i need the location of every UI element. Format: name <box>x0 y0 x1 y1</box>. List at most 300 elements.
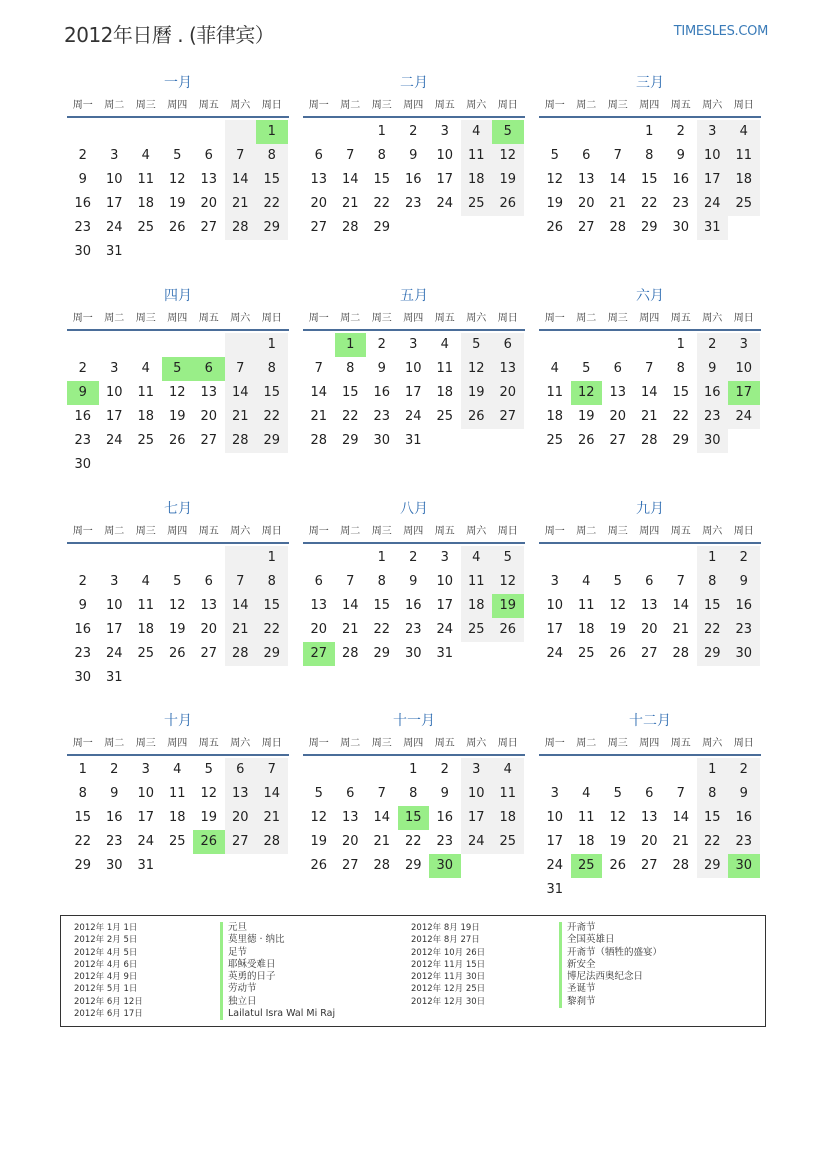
day-cell[interactable]: 2 <box>697 333 729 357</box>
day-cell[interactable]: 13 <box>310 172 328 187</box>
day-cell[interactable]: 30 <box>404 646 422 661</box>
day-cell[interactable]: 17 <box>461 806 493 830</box>
day-cell[interactable]: 24 <box>404 409 422 424</box>
day-cell[interactable]: 27 <box>200 220 218 235</box>
day-cell[interactable]: 6 <box>645 574 654 589</box>
day-cell[interactable]: 1 <box>377 550 386 565</box>
day-cell[interactable]: 14 <box>609 172 627 187</box>
day-cell[interactable]: 11 <box>461 570 493 594</box>
day-cell[interactable]: 2 <box>676 124 685 139</box>
day-cell[interactable]: 18 <box>728 168 760 192</box>
day-cell[interactable]: 8 <box>377 574 386 589</box>
day-cell[interactable]: 30 <box>74 670 92 685</box>
day-cell[interactable]: 25 <box>137 646 155 661</box>
day-cell[interactable]: 23 <box>105 834 123 849</box>
day-cell[interactable]: 2 <box>728 758 760 782</box>
day-cell[interactable]: 17 <box>105 196 123 211</box>
day-cell[interactable]: 29 <box>256 429 288 453</box>
day-cell[interactable]: 11 <box>577 598 595 613</box>
day-cell[interactable]: 12 <box>168 598 186 613</box>
day-cell[interactable]: 22 <box>341 409 359 424</box>
day-cell[interactable]: 27 <box>341 858 359 873</box>
day-cell[interactable]: 28 <box>341 646 359 661</box>
day-cell[interactable]: 16 <box>728 806 760 830</box>
day-cell[interactable]: 21 <box>225 405 257 429</box>
day-cell[interactable]: 1 <box>645 124 654 139</box>
day-cell[interactable]: 12 <box>168 385 186 400</box>
day-cell[interactable]: 23 <box>672 196 690 211</box>
day-cell[interactable]: 11 <box>492 782 524 806</box>
day-cell[interactable]: 10 <box>404 361 422 376</box>
day-cell[interactable]: 27 <box>200 646 218 661</box>
day-cell[interactable]: 19 <box>609 622 627 637</box>
day-cell[interactable]: 23 <box>728 618 760 642</box>
day-cell[interactable]: 31 <box>697 216 729 240</box>
day-cell[interactable]: 23 <box>436 834 454 849</box>
day-cell[interactable]: 16 <box>697 381 729 405</box>
day-cell[interactable]: 31 <box>404 433 422 448</box>
day-cell[interactable]: 12 <box>546 172 564 187</box>
holiday-day-cell[interactable]: 17 <box>728 381 760 405</box>
day-cell[interactable]: 30 <box>74 244 92 259</box>
day-cell[interactable]: 27 <box>609 433 627 448</box>
day-cell[interactable]: 11 <box>728 144 760 168</box>
day-cell[interactable]: 30 <box>74 457 92 472</box>
day-cell[interactable]: 22 <box>256 405 288 429</box>
day-cell[interactable]: 15 <box>256 381 288 405</box>
day-cell[interactable]: 19 <box>310 834 328 849</box>
day-cell[interactable]: 9 <box>676 148 685 163</box>
day-cell[interactable]: 14 <box>310 385 328 400</box>
day-cell[interactable]: 20 <box>341 834 359 849</box>
day-cell[interactable]: 29 <box>640 220 658 235</box>
day-cell[interactable]: 14 <box>672 598 690 613</box>
day-cell[interactable]: 24 <box>461 830 493 854</box>
day-cell[interactable]: 14 <box>373 810 391 825</box>
day-cell[interactable]: 1 <box>78 762 87 777</box>
day-cell[interactable]: 25 <box>461 192 493 216</box>
day-cell[interactable]: 10 <box>461 782 493 806</box>
day-cell[interactable]: 18 <box>137 622 155 637</box>
day-cell[interactable]: 7 <box>613 148 622 163</box>
day-cell[interactable]: 24 <box>546 858 564 873</box>
day-cell[interactable]: 26 <box>168 646 186 661</box>
holiday-day-cell[interactable]: 30 <box>728 854 760 878</box>
day-cell[interactable]: 1 <box>256 333 288 357</box>
day-cell[interactable]: 19 <box>577 409 595 424</box>
day-cell[interactable]: 28 <box>672 858 690 873</box>
day-cell[interactable]: 10 <box>546 598 564 613</box>
day-cell[interactable]: 10 <box>546 810 564 825</box>
day-cell[interactable]: 23 <box>74 433 92 448</box>
holiday-day-cell[interactable]: 1 <box>335 333 367 357</box>
day-cell[interactable]: 27 <box>640 646 658 661</box>
day-cell[interactable]: 20 <box>492 381 524 405</box>
day-cell[interactable]: 11 <box>577 810 595 825</box>
day-cell[interactable]: 17 <box>436 598 454 613</box>
day-cell[interactable]: 18 <box>577 834 595 849</box>
day-cell[interactable]: 28 <box>225 642 257 666</box>
day-cell[interactable]: 7 <box>676 786 685 801</box>
day-cell[interactable]: 17 <box>105 622 123 637</box>
day-cell[interactable]: 9 <box>78 598 87 613</box>
day-cell[interactable]: 10 <box>697 144 729 168</box>
day-cell[interactable]: 23 <box>404 196 422 211</box>
holiday-day-cell[interactable]: 9 <box>67 381 99 405</box>
day-cell[interactable]: 14 <box>225 168 257 192</box>
day-cell[interactable]: 12 <box>492 144 524 168</box>
day-cell[interactable]: 26 <box>577 433 595 448</box>
day-cell[interactable]: 16 <box>404 598 422 613</box>
day-cell[interactable]: 4 <box>582 574 591 589</box>
day-cell[interactable]: 2 <box>409 124 418 139</box>
day-cell[interactable]: 2 <box>409 550 418 565</box>
day-cell[interactable]: 28 <box>341 220 359 235</box>
day-cell[interactable]: 12 <box>609 598 627 613</box>
day-cell[interactable]: 26 <box>310 858 328 873</box>
day-cell[interactable]: 7 <box>314 361 323 376</box>
day-cell[interactable]: 26 <box>492 618 524 642</box>
day-cell[interactable]: 29 <box>256 642 288 666</box>
day-cell[interactable]: 11 <box>436 361 454 376</box>
day-cell[interactable]: 25 <box>577 646 595 661</box>
day-cell[interactable]: 9 <box>409 574 418 589</box>
day-cell[interactable]: 19 <box>168 196 186 211</box>
day-cell[interactable]: 30 <box>672 220 690 235</box>
day-cell[interactable]: 3 <box>110 574 119 589</box>
day-cell[interactable]: 3 <box>110 148 119 163</box>
day-cell[interactable]: 25 <box>168 834 186 849</box>
day-cell[interactable]: 3 <box>141 762 150 777</box>
day-cell[interactable]: 15 <box>373 172 391 187</box>
day-cell[interactable]: 30 <box>728 642 760 666</box>
day-cell[interactable]: 21 <box>310 409 328 424</box>
day-cell[interactable]: 22 <box>373 196 391 211</box>
day-cell[interactable]: 12 <box>310 810 328 825</box>
day-cell[interactable]: 18 <box>492 806 524 830</box>
day-cell[interactable]: 15 <box>640 172 658 187</box>
day-cell[interactable]: 8 <box>78 786 87 801</box>
day-cell[interactable]: 6 <box>314 148 323 163</box>
day-cell[interactable]: 13 <box>640 598 658 613</box>
day-cell[interactable]: 5 <box>492 546 524 570</box>
day-cell[interactable]: 23 <box>728 830 760 854</box>
holiday-day-cell[interactable]: 5 <box>162 357 194 381</box>
day-cell[interactable]: 29 <box>341 433 359 448</box>
day-cell[interactable]: 3 <box>728 333 760 357</box>
day-cell[interactable]: 9 <box>110 786 119 801</box>
day-cell[interactable]: 1 <box>409 762 418 777</box>
day-cell[interactable]: 26 <box>492 192 524 216</box>
day-cell[interactable]: 27 <box>492 405 524 429</box>
day-cell[interactable]: 13 <box>310 598 328 613</box>
day-cell[interactable]: 5 <box>461 333 493 357</box>
day-cell[interactable]: 27 <box>640 858 658 873</box>
day-cell[interactable]: 26 <box>461 405 493 429</box>
day-cell[interactable]: 29 <box>74 858 92 873</box>
day-cell[interactable]: 11 <box>137 172 155 187</box>
day-cell[interactable]: 15 <box>373 598 391 613</box>
day-cell[interactable]: 14 <box>256 782 288 806</box>
day-cell[interactable]: 18 <box>546 409 564 424</box>
day-cell[interactable]: 8 <box>346 361 355 376</box>
day-cell[interactable]: 21 <box>225 192 257 216</box>
day-cell[interactable]: 25 <box>546 433 564 448</box>
day-cell[interactable]: 24 <box>105 646 123 661</box>
holiday-day-cell[interactable]: 26 <box>193 830 225 854</box>
day-cell[interactable]: 30 <box>697 429 729 453</box>
day-cell[interactable]: 16 <box>436 810 454 825</box>
day-cell[interactable]: 18 <box>577 622 595 637</box>
day-cell[interactable]: 8 <box>409 786 418 801</box>
day-cell[interactable]: 27 <box>577 220 595 235</box>
day-cell[interactable]: 4 <box>550 361 559 376</box>
day-cell[interactable]: 3 <box>461 758 493 782</box>
day-cell[interactable]: 7 <box>676 574 685 589</box>
day-cell[interactable]: 19 <box>609 834 627 849</box>
day-cell[interactable]: 18 <box>137 409 155 424</box>
day-cell[interactable]: 21 <box>373 834 391 849</box>
day-cell[interactable]: 13 <box>200 172 218 187</box>
day-cell[interactable]: 29 <box>404 858 422 873</box>
day-cell[interactable]: 4 <box>173 762 182 777</box>
day-cell[interactable]: 9 <box>728 782 760 806</box>
day-cell[interactable]: 7 <box>346 574 355 589</box>
day-cell[interactable]: 15 <box>256 168 288 192</box>
day-cell[interactable]: 25 <box>137 433 155 448</box>
day-cell[interactable]: 28 <box>225 216 257 240</box>
day-cell[interactable]: 21 <box>640 409 658 424</box>
day-cell[interactable]: 24 <box>105 220 123 235</box>
day-cell[interactable]: 16 <box>672 172 690 187</box>
day-cell[interactable]: 17 <box>137 810 155 825</box>
day-cell[interactable]: 15 <box>74 810 92 825</box>
day-cell[interactable]: 6 <box>314 574 323 589</box>
day-cell[interactable]: 22 <box>672 409 690 424</box>
day-cell[interactable]: 18 <box>461 168 493 192</box>
day-cell[interactable]: 19 <box>492 168 524 192</box>
day-cell[interactable]: 22 <box>697 830 729 854</box>
day-cell[interactable]: 13 <box>341 810 359 825</box>
day-cell[interactable]: 30 <box>373 433 391 448</box>
day-cell[interactable]: 26 <box>546 220 564 235</box>
day-cell[interactable]: 12 <box>609 810 627 825</box>
day-cell[interactable]: 19 <box>461 381 493 405</box>
holiday-day-cell[interactable]: 27 <box>303 642 335 666</box>
day-cell[interactable]: 13 <box>609 385 627 400</box>
day-cell[interactable]: 18 <box>137 196 155 211</box>
day-cell[interactable]: 21 <box>225 618 257 642</box>
day-cell[interactable]: 31 <box>105 670 123 685</box>
day-cell[interactable]: 31 <box>137 858 155 873</box>
day-cell[interactable]: 1 <box>256 546 288 570</box>
day-cell[interactable]: 7 <box>256 758 288 782</box>
day-cell[interactable]: 16 <box>74 409 92 424</box>
day-cell[interactable]: 16 <box>74 622 92 637</box>
day-cell[interactable]: 29 <box>373 220 391 235</box>
day-cell[interactable]: 8 <box>697 570 729 594</box>
day-cell[interactable]: 16 <box>74 196 92 211</box>
day-cell[interactable]: 8 <box>377 148 386 163</box>
day-cell[interactable]: 28 <box>225 429 257 453</box>
day-cell[interactable]: 4 <box>461 120 493 144</box>
day-cell[interactable]: 27 <box>310 220 328 235</box>
day-cell[interactable]: 26 <box>168 433 186 448</box>
day-cell[interactable]: 18 <box>168 810 186 825</box>
day-cell[interactable]: 5 <box>550 148 559 163</box>
day-cell[interactable]: 8 <box>256 144 288 168</box>
site-logo-text[interactable]: TIMESLES.COM <box>673 24 768 39</box>
day-cell[interactable]: 24 <box>546 646 564 661</box>
day-cell[interactable]: 12 <box>492 570 524 594</box>
day-cell[interactable]: 17 <box>404 385 422 400</box>
day-cell[interactable]: 19 <box>200 810 218 825</box>
day-cell[interactable]: 16 <box>404 172 422 187</box>
day-cell[interactable]: 31 <box>436 646 454 661</box>
day-cell[interactable]: 3 <box>409 337 418 352</box>
day-cell[interactable]: 4 <box>492 758 524 782</box>
day-cell[interactable]: 23 <box>74 220 92 235</box>
day-cell[interactable]: 29 <box>672 433 690 448</box>
day-cell[interactable]: 20 <box>310 622 328 637</box>
day-cell[interactable]: 26 <box>609 646 627 661</box>
day-cell[interactable]: 25 <box>137 220 155 235</box>
day-cell[interactable]: 10 <box>105 172 123 187</box>
day-cell[interactable]: 17 <box>697 168 729 192</box>
day-cell[interactable]: 3 <box>550 574 559 589</box>
day-cell[interactable]: 14 <box>341 598 359 613</box>
day-cell[interactable]: 25 <box>461 618 493 642</box>
day-cell[interactable]: 4 <box>141 148 150 163</box>
day-cell[interactable]: 5 <box>314 786 323 801</box>
day-cell[interactable]: 15 <box>341 385 359 400</box>
day-cell[interactable]: 22 <box>404 834 422 849</box>
day-cell[interactable]: 6 <box>582 148 591 163</box>
day-cell[interactable]: 22 <box>373 622 391 637</box>
day-cell[interactable]: 2 <box>78 361 87 376</box>
day-cell[interactable]: 4 <box>461 546 493 570</box>
day-cell[interactable]: 3 <box>110 361 119 376</box>
day-cell[interactable]: 16 <box>373 385 391 400</box>
day-cell[interactable]: 11 <box>168 786 186 801</box>
day-cell[interactable]: 9 <box>440 786 449 801</box>
day-cell[interactable]: 6 <box>204 148 213 163</box>
day-cell[interactable]: 13 <box>492 357 524 381</box>
day-cell[interactable]: 20 <box>640 622 658 637</box>
day-cell[interactable]: 25 <box>492 830 524 854</box>
day-cell[interactable]: 3 <box>697 120 729 144</box>
day-cell[interactable]: 25 <box>728 192 760 216</box>
day-cell[interactable]: 17 <box>546 622 564 637</box>
day-cell[interactable]: 2 <box>110 762 119 777</box>
day-cell[interactable]: 9 <box>377 361 386 376</box>
day-cell[interactable]: 8 <box>256 570 288 594</box>
day-cell[interactable]: 28 <box>640 433 658 448</box>
day-cell[interactable]: 3 <box>550 786 559 801</box>
day-cell[interactable]: 29 <box>256 216 288 240</box>
day-cell[interactable]: 28 <box>672 646 690 661</box>
day-cell[interactable]: 6 <box>613 361 622 376</box>
day-cell[interactable]: 10 <box>105 598 123 613</box>
day-cell[interactable]: 10 <box>728 357 760 381</box>
day-cell[interactable]: 14 <box>640 385 658 400</box>
day-cell[interactable]: 24 <box>436 622 454 637</box>
day-cell[interactable]: 6 <box>204 574 213 589</box>
day-cell[interactable]: 10 <box>436 574 454 589</box>
day-cell[interactable]: 18 <box>461 594 493 618</box>
day-cell[interactable]: 24 <box>697 192 729 216</box>
day-cell[interactable]: 7 <box>645 361 654 376</box>
day-cell[interactable]: 4 <box>141 361 150 376</box>
day-cell[interactable]: 12 <box>200 786 218 801</box>
day-cell[interactable]: 22 <box>697 618 729 642</box>
day-cell[interactable]: 29 <box>697 854 729 878</box>
day-cell[interactable]: 2 <box>728 546 760 570</box>
holiday-day-cell[interactable]: 1 <box>256 120 288 144</box>
day-cell[interactable]: 20 <box>200 622 218 637</box>
holiday-day-cell[interactable]: 6 <box>193 357 225 381</box>
day-cell[interactable]: 11 <box>461 144 493 168</box>
day-cell[interactable]: 1 <box>676 337 685 352</box>
day-cell[interactable]: 6 <box>346 786 355 801</box>
day-cell[interactable]: 22 <box>256 618 288 642</box>
day-cell[interactable]: 28 <box>609 220 627 235</box>
day-cell[interactable]: 16 <box>105 810 123 825</box>
day-cell[interactable]: 13 <box>225 782 257 806</box>
day-cell[interactable]: 19 <box>168 409 186 424</box>
day-cell[interactable]: 13 <box>577 172 595 187</box>
day-cell[interactable]: 5 <box>613 786 622 801</box>
day-cell[interactable]: 9 <box>728 570 760 594</box>
day-cell[interactable]: 30 <box>105 858 123 873</box>
day-cell[interactable]: 11 <box>137 598 155 613</box>
day-cell[interactable]: 21 <box>672 834 690 849</box>
day-cell[interactable]: 2 <box>377 337 386 352</box>
day-cell[interactable]: 12 <box>168 172 186 187</box>
day-cell[interactable]: 15 <box>697 806 729 830</box>
day-cell[interactable]: 19 <box>168 622 186 637</box>
day-cell[interactable]: 3 <box>440 124 449 139</box>
holiday-day-cell[interactable]: 15 <box>398 806 430 830</box>
day-cell[interactable]: 15 <box>672 385 690 400</box>
day-cell[interactable]: 25 <box>436 409 454 424</box>
day-cell[interactable]: 23 <box>404 622 422 637</box>
day-cell[interactable]: 22 <box>640 196 658 211</box>
day-cell[interactable]: 14 <box>341 172 359 187</box>
day-cell[interactable]: 22 <box>256 192 288 216</box>
day-cell[interactable]: 10 <box>137 786 155 801</box>
day-cell[interactable]: 5 <box>582 361 591 376</box>
day-cell[interactable]: 8 <box>645 148 654 163</box>
day-cell[interactable]: 29 <box>697 642 729 666</box>
day-cell[interactable]: 7 <box>225 357 257 381</box>
day-cell[interactable]: 20 <box>310 196 328 211</box>
day-cell[interactable]: 18 <box>436 385 454 400</box>
day-cell[interactable]: 5 <box>613 574 622 589</box>
holiday-day-cell[interactable]: 30 <box>429 854 461 878</box>
day-cell[interactable]: 23 <box>74 646 92 661</box>
holiday-day-cell[interactable]: 12 <box>571 381 603 405</box>
day-cell[interactable]: 9 <box>697 357 729 381</box>
day-cell[interactable]: 7 <box>346 148 355 163</box>
day-cell[interactable]: 5 <box>204 762 213 777</box>
day-cell[interactable]: 20 <box>225 806 257 830</box>
day-cell[interactable]: 12 <box>461 357 493 381</box>
day-cell[interactable]: 4 <box>582 786 591 801</box>
day-cell[interactable]: 21 <box>341 196 359 211</box>
day-cell[interactable]: 3 <box>440 550 449 565</box>
day-cell[interactable]: 6 <box>645 786 654 801</box>
